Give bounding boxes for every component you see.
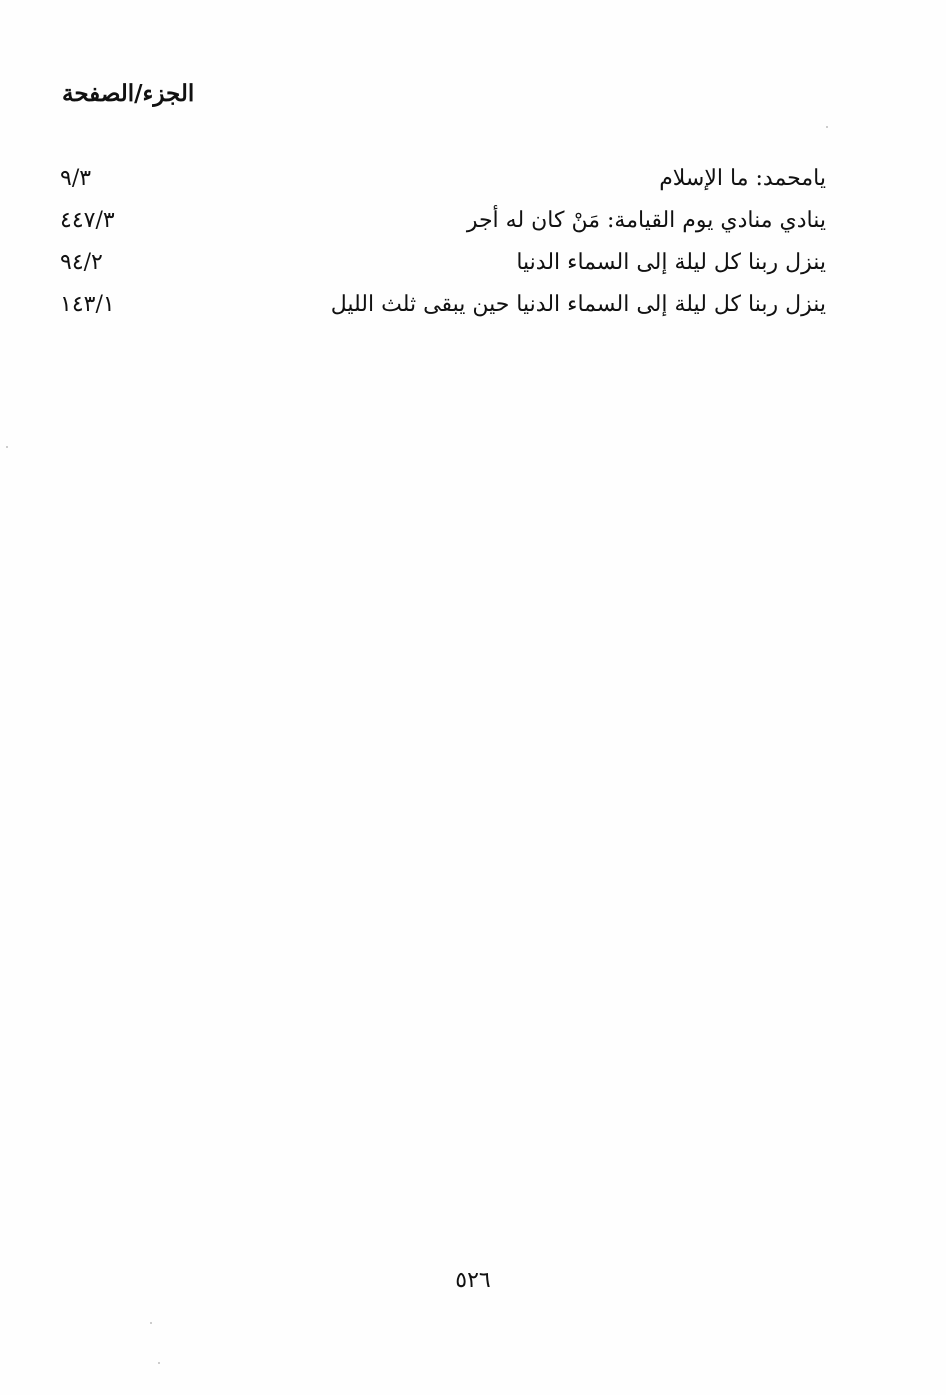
column-header-volume-page: الجزء/الصفحة: [62, 80, 195, 107]
entry-text: ينزل ربنا كل ليلة إلى السماء الدنيا حين يبقى ثلث الليل: [330, 292, 826, 317]
entry-text: ينادي منادي يوم القيامة: مَنْ كان له أجر: [466, 208, 826, 233]
scan-speck: [6, 446, 8, 448]
entry-reference: ١٤٣/١: [60, 292, 115, 317]
scan-speck: [826, 126, 828, 128]
scan-speck: [150, 1322, 152, 1324]
entry-text: ينزل ربنا كل ليلة إلى السماء الدنيا: [516, 250, 826, 275]
entry-reference: ٩/٣: [60, 166, 92, 191]
page-number: ٥٢٦: [455, 1268, 491, 1293]
index-entry: [60, 200, 826, 242]
index-entry: [60, 158, 826, 200]
scan-speck: [158, 1362, 160, 1364]
entry-reference: ٤٤٧/٣: [60, 208, 115, 233]
entry-reference: ٩٤/٢: [60, 250, 103, 275]
entry-text: يامحمد: ما الإسلام: [659, 166, 826, 191]
index-entry: [60, 284, 826, 326]
index-entry: [60, 242, 826, 284]
hadith-index-list: [60, 158, 826, 326]
